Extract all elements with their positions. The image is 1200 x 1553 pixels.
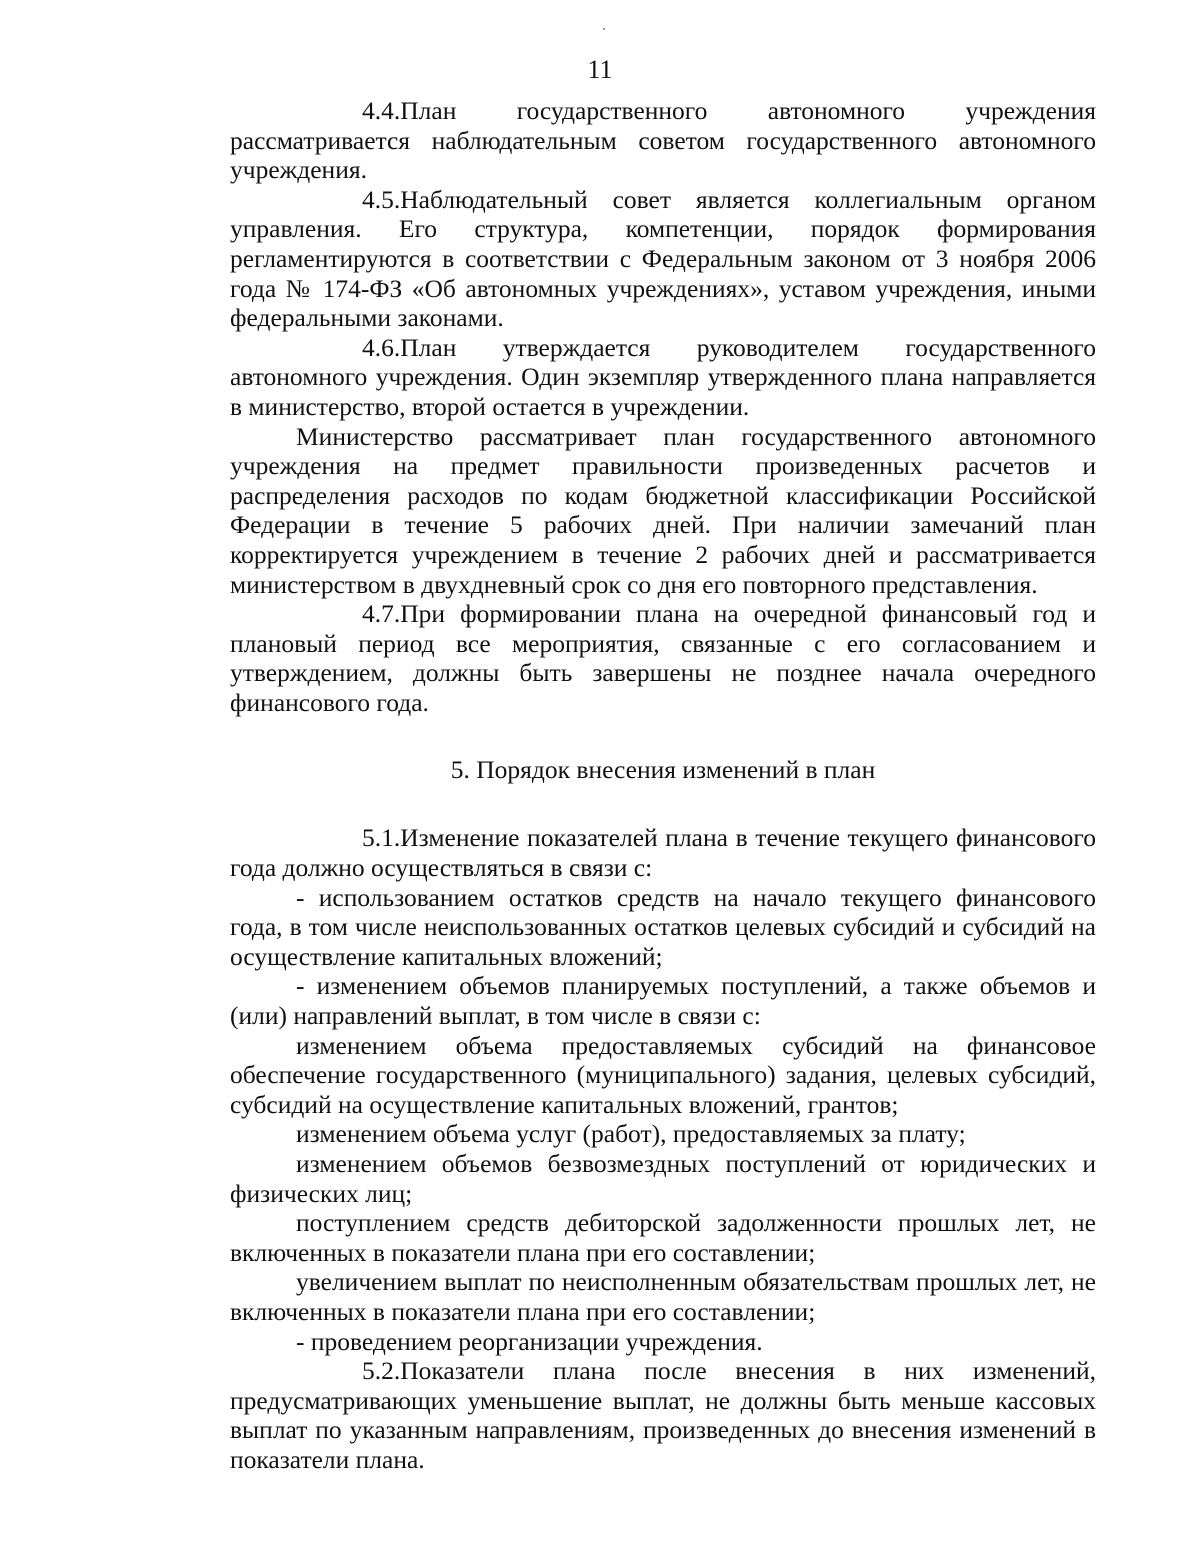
paragraph [230, 971, 1096, 1030]
paragraph-text: Показатели плана после внесения в них изменений, предусматривающих уменьшение выплат, не должны быть меньше кассовых выплат по указанным направлениям, произведенных до внесения изменений в показатели плана. [230, 1356, 1096, 1474]
paragraph-text: изменением объема услуг (работ), предоставляемых за плату; [296, 1119, 966, 1149]
section-5 [230, 823, 1096, 1474]
paragraph [230, 599, 1096, 717]
paragraph-text: Наблюдательный совет является коллегиальным органом управления. Его структура, компетенции, порядок формирования регламентируются в соответствии с Федеральным законом от 3 ноября 2006 года № 174-ФЗ «Об автономных учреждениях», уставом учреждения, иными федеральными законами. [230, 184, 1096, 333]
paragraph-text: изменением объема предоставляемых субсидий на финансовое обеспечение государственного (муниципального) задания, целевых субсидий, субсидий на осуществление капитальных вложений, грантов; [230, 1030, 1096, 1119]
paragraph-number: 5.2. [362, 1356, 401, 1386]
paragraph-text: - проведением реорганизации учреждения. [296, 1326, 763, 1356]
paragraph [230, 1119, 1096, 1149]
paragraph-number: 4.7. [362, 599, 401, 629]
paragraph-text: изменением объемов безвозмездных поступлений от юридических и физических лиц; [230, 1149, 1096, 1208]
document-body [230, 96, 1096, 1475]
section-4-continued [230, 96, 1096, 717]
section-heading: 5. Порядок внесения изменений в план [450, 755, 876, 785]
paragraph-text: План утверждается руководителем государственного автономного учреждения. Один экземпляр утвержденного плана направляется в министерство, второй остается в учреждении. [230, 332, 1096, 421]
paragraph-text: План государственного автономного учреждения рассматривается наблюдательным советом государственного автономного учреждения. [230, 96, 1096, 185]
paragraph-text: увеличением выплат по неисполненным обязательствам прошлых лет, не включенных в показатели плана при его составлении; [230, 1267, 1096, 1326]
paragraph-number: 5.1. [362, 823, 401, 853]
paragraph-text: Министерство рассматривает план государственного автономного учреждения на предмет правильности произведенных расчетов и распределения расходов по кодам бюджетной классификации Российской Федерации в течение 5 рабочих дней. При наличии замечаний план корректируется учреждением в течение 2 рабочих дней и рассматривается министерством в двухдневный срок со дня его повторного представления. [230, 421, 1096, 599]
paragraph [230, 1267, 1096, 1326]
paragraph-number: 4.5. [362, 184, 401, 214]
paragraph [230, 1031, 1096, 1120]
paragraph-number: 4.4. [362, 96, 401, 125]
paragraph-text: - изменением объемов планируемых поступлений, а также объемов и (или) направлений выплат, в том числе в связи с: [230, 971, 1096, 1031]
paragraph [230, 185, 1096, 333]
paragraph [230, 883, 1096, 972]
paragraph [230, 422, 1096, 600]
paragraph [230, 1327, 1096, 1357]
paragraph [230, 1208, 1096, 1267]
paragraph [230, 333, 1096, 422]
paragraph-number: 4.6. [362, 332, 401, 362]
paragraph [230, 1149, 1096, 1208]
paragraph-text: При формировании плана на очередной финансовый год и плановый период все мероприятия, связанные с его согласованием и утверждением, должны быть завершены не позднее начала очередного финансового года. [230, 599, 1096, 717]
paragraph [230, 823, 1096, 882]
scan-speck [603, 28, 605, 30]
page-number: 11 [587, 55, 613, 84]
paragraph-text: Изменение показателей плана в течение текущего финансового года должно осуществляться в связи с: [230, 823, 1096, 883]
paragraph-text: - использованием остатков средств на начало текущего финансового года, в том числе неиспользованных остатков целевых субсидий и субсидий на осуществление капитальных вложений; [230, 882, 1096, 971]
paragraph [230, 96, 1096, 185]
paragraph-text: поступлением средств дебиторской задолженности прошлых лет, не включенных в показатели плана при его составлении; [230, 1208, 1096, 1267]
paragraph [230, 1356, 1096, 1474]
